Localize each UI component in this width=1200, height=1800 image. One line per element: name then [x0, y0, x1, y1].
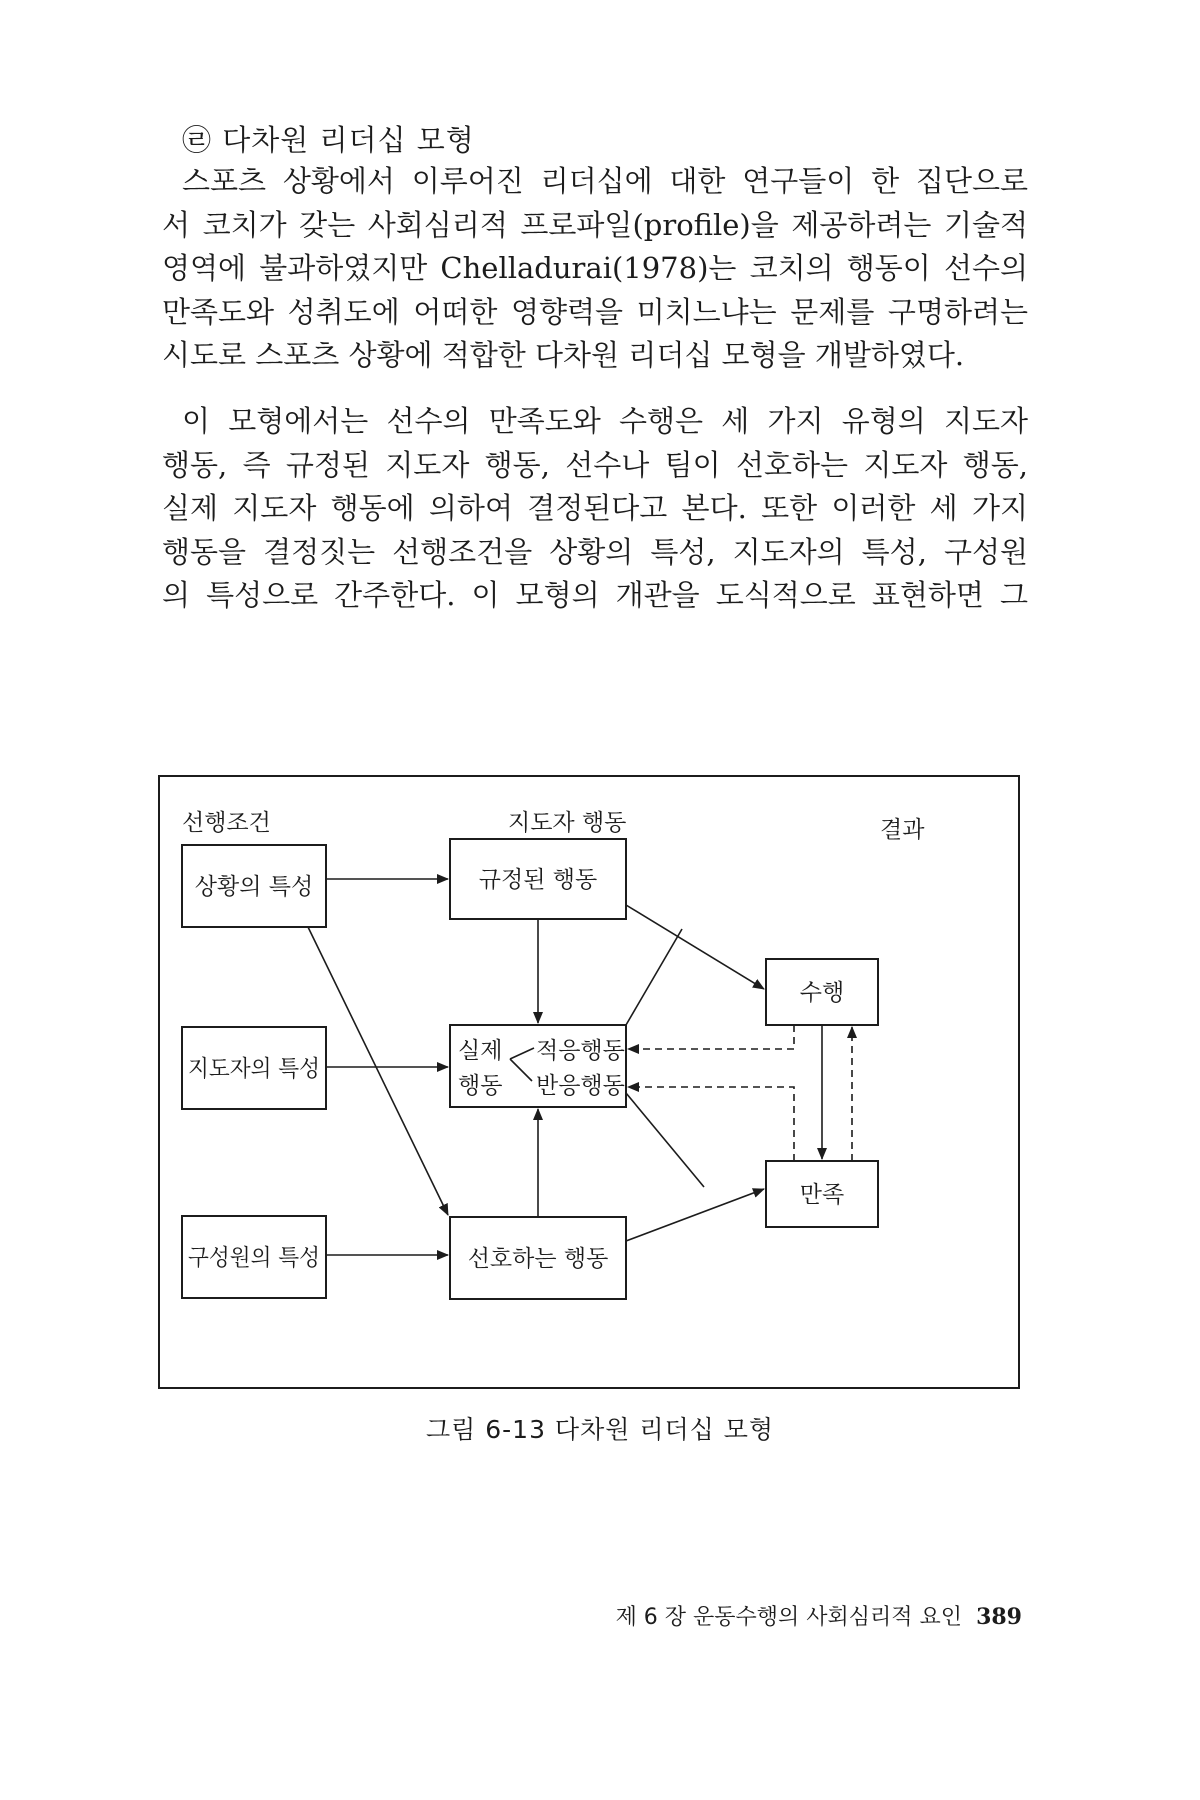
feedback-satisfaction-to-actual — [628, 1087, 794, 1161]
label-leader: 지도자의 특성 — [188, 1056, 320, 1082]
header-outcomes: 결과 — [880, 817, 925, 843]
header-antecedents: 선행조건 — [182, 810, 271, 836]
text-line: 스포츠 상황에서 이루어진 리더십에 대한 연구들이 한 집단으로 — [182, 164, 1028, 198]
branch-line-top — [510, 1048, 534, 1059]
section-title: ㉣ 다차원 리더십 모형 — [182, 123, 475, 157]
header-leader-behavior: 지도자 행동 — [508, 810, 627, 836]
page-footer — [616, 1600, 1022, 1631]
figure-caption: 그림 6-13 다차원 리더십 모형 — [425, 1415, 775, 1444]
label-member: 구성원의 특성 — [188, 1245, 320, 1271]
arrow-required-to-performance — [626, 905, 764, 989]
label-required: 규정된 행동 — [478, 867, 598, 893]
text-line: 만족도와 성취도에 어떠한 영향력을 미치느냐는 문제를 구명하려는 — [162, 294, 1028, 329]
text-line: 의 특성으로 간주한다. 이 모형의 개관을 도식적으로 표현하면 그 — [162, 578, 1028, 612]
line-actual-to-performance — [626, 929, 682, 1025]
text-line: 실제 지도자 행동에 의하여 결정된다고 본다. 또한 이러한 세 가지 — [162, 491, 1028, 525]
paragraph-1 — [162, 160, 1028, 378]
arrow-situation-to-preferred — [308, 927, 448, 1215]
label-reactive: 반응행동 — [536, 1073, 625, 1099]
label-situation: 상황의 특성 — [194, 874, 314, 900]
text-line: 이 모형에서는 선수의 만족도와 수행은 세 가지 유형의 지도자 — [182, 404, 1028, 438]
text-line: 시도로 스포츠 상황에 적합한 다차원 리더십 모형을 개발하였다. — [162, 338, 965, 372]
page-number: 389 — [976, 1604, 1022, 1630]
label-actual-2: 행동 — [458, 1073, 503, 1099]
chapter-title: 제 6 장 운동수행의 사회심리적 요인 — [615, 1605, 963, 1630]
label-actual-1: 실제 — [458, 1038, 503, 1064]
text-line: 영역에 불과하였지만 Chelladurai(1978)는 코치의 행동이 선수의 — [162, 251, 1028, 285]
arrow-preferred-to-satisfaction — [626, 1189, 764, 1241]
feedback-performance-to-actual — [628, 1025, 794, 1049]
label-preferred: 선호하는 행동 — [467, 1246, 609, 1272]
label-satisfaction: 만족 — [799, 1182, 845, 1208]
text-line: 서 코치가 갖는 사회심리적 프로파일(profile)을 제공하려는 기술적 — [162, 207, 1028, 242]
text-line: 행동, 즉 규정된 지도자 행동, 선수나 팀이 선호하는 지도자 행동, — [162, 447, 1028, 482]
label-adaptive: 적응행동 — [536, 1038, 625, 1064]
leadership-model-figure — [158, 775, 1020, 1391]
paragraph-2 — [162, 400, 1028, 618]
text-line: 행동을 결정짓는 선행조건을 상황의 특성, 지도자의 특성, 구성원 — [162, 534, 1028, 569]
branch-line-bottom — [510, 1059, 532, 1081]
label-performance: 수행 — [799, 980, 845, 1006]
line-actual-to-satisfaction — [626, 1093, 704, 1187]
